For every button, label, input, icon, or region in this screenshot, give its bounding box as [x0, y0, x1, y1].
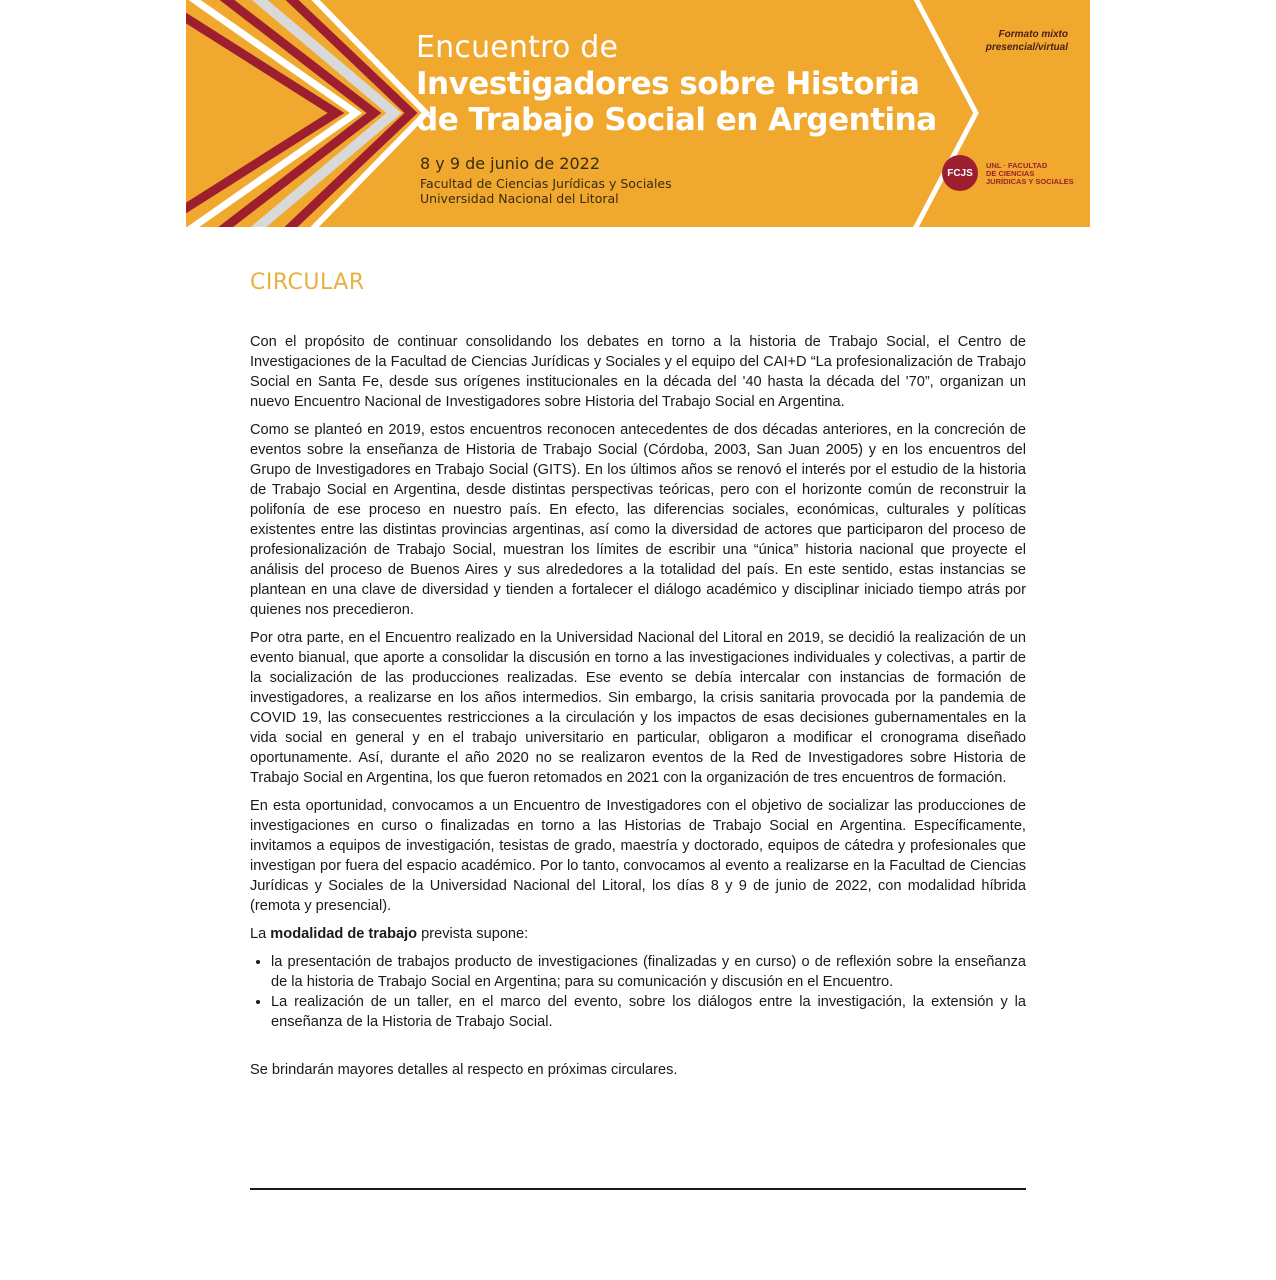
modality-intro	[250, 924, 1026, 944]
paragraph: Por otra parte, en el Encuentro realizado en la Universidad Nacional del Litoral en 2019, se decidió la realización de un evento bianual, que aporte a consolidar la discusión en torno a las investigaciones individuales y colectivas, a partir de la socialización de las producciones realizadas. Ese evento se debía intercalar con instancias de formación de investigadores, a realizarse en los años intermedios. Sin embargo, la crisis sanitaria provocada por la pandemia de COVID 19, las consecuentes restricciones a la circulación y los impactos de esas decisiones gubernamentales en la vida social en general y en el trabajo universitario en particular, obligaron a modificar el cronograma diseñado oportunamente. Así, durante el año 2020 no se realizaron eventos de la Red de Investigadores sobre Historia de Trabajo Social en Argentina, los que fueron retomados en 2021 con la organización de tres encuentros de formación.	[250, 630, 1026, 786]
modality-suffix: prevista supone:	[417, 926, 529, 942]
fcjs-logo: FCJS	[942, 155, 978, 191]
document-body	[250, 332, 1026, 1088]
unl-logo-text	[986, 162, 1086, 186]
banner-university: Universidad Nacional del Litoral	[420, 191, 619, 206]
banner-date: 8 y 9 de junio de 2022	[420, 154, 601, 173]
banner-title-line3: de Trabajo Social en Argentina	[416, 102, 937, 138]
paragraph: Como se planteó en 2019, estos encuentros reconocen antecedentes de dos décadas anteriores, en la concreción de eventos sobre la enseñanza de Historia de Trabajo Social (Córdoba, 2003, San Juan 2005) y en los encuentros del Grupo de Investigadores en Trabajo Social (GITS). En los últimos años se renovó el interés por el estudio de la historia de Trabajo Social en Argentina, desde distintas perspectivas teóricas, pero con el horizonte común de reconstruir la polifonía de ese proceso en nuestro país. En efecto, las diferencias sociales, económicas, culturales y políticas existentes entre las distintas provincias argentinas, así como la diversidad de actores que participaron del proceso de profesionalización de Trabajo Social, muestran los límites de escribir una “única” historia nacional que proyecte el análisis del proceso de Buenos Aires y sus alrededores a la totalidad del país. En este sentido, estas instancias se plantean en una clave de diversidad y tienden a fortalecer el diálogo académico y disciplinar iniciado tiempo atrás por quienes nos precedieron.	[250, 422, 1026, 618]
page-title: CIRCULAR	[250, 270, 365, 295]
format-line1: Formato mixto	[998, 29, 1068, 40]
format-line2: presencial/virtual	[985, 42, 1068, 53]
modality-prefix: La	[250, 926, 271, 942]
closing-note: Se brindarán mayores detalles al respecto en próximas circulares.	[250, 1062, 678, 1078]
modality-list	[250, 952, 1026, 1032]
banner-format-note	[948, 28, 1068, 54]
banner-title-line2: Investigadores sobre Historia	[416, 66, 920, 102]
paragraph: En esta oportunidad, convocamos a un Encuentro de Investigadores con el objetivo de socializar las producciones de investigaciones en curso o finalizadas en torno a las Historias de Trabajo Social en Argentina. Específicamente, invitamos a equipos de investigación, tesistas de grado, maestría y doctorado, equipos de cátedra y profesionales que investigan por fuera del espacio académico. Por lo tanto, convocamos al evento a realizarse en la Facultad de Ciencias Jurídicas y Sociales de la Universidad Nacional del Litoral, los días 8 y 9 de junio de 2022, con modalidad híbrida (remota y presencial).	[250, 798, 1026, 914]
banner-faculty: Facultad de Ciencias Jurídicas y Sociales	[420, 176, 672, 191]
paragraph: Con el propósito de continuar consolidando los debates en torno a la historia de Trabajo Social, el Centro de Investigaciones de la Facultad de Ciencias Jurídicas y Sociales y el equipo del CAI+D “La profesionalización de Trabajo Social en Santa Fe, desde sus orígenes institucionales en la década del '40 hasta la década del '70”, organizan un nuevo Encuentro Nacional de Investigadores sobre Historia del Trabajo Social en Argentina.	[250, 334, 1026, 410]
list-item: • La realización de un taller, en el marco del evento, sobre los diálogos entre la investigación, la extensión y la enseñanza de la Historia de Trabajo Social.	[271, 992, 1026, 1032]
logo-line3: JURÍDICAS Y SOCIALES	[986, 177, 1074, 186]
logo-line1: UNL · FACULTAD	[986, 161, 1048, 170]
logo-line2: DE CIENCIAS	[986, 169, 1035, 178]
banner-title-line1: Encuentro de	[416, 30, 619, 65]
divider	[250, 1188, 1026, 1190]
modality-bold: modalidad de trabajo	[270, 926, 418, 942]
event-banner	[186, 0, 1090, 227]
list-item: • la presentación de trabajos producto de investigaciones (finalizadas y en curso) o de reflexión sobre la enseñanza de la historia de Trabajo Social en Argentina; para su comunicación y discusión en el Encuentro.	[271, 952, 1026, 992]
